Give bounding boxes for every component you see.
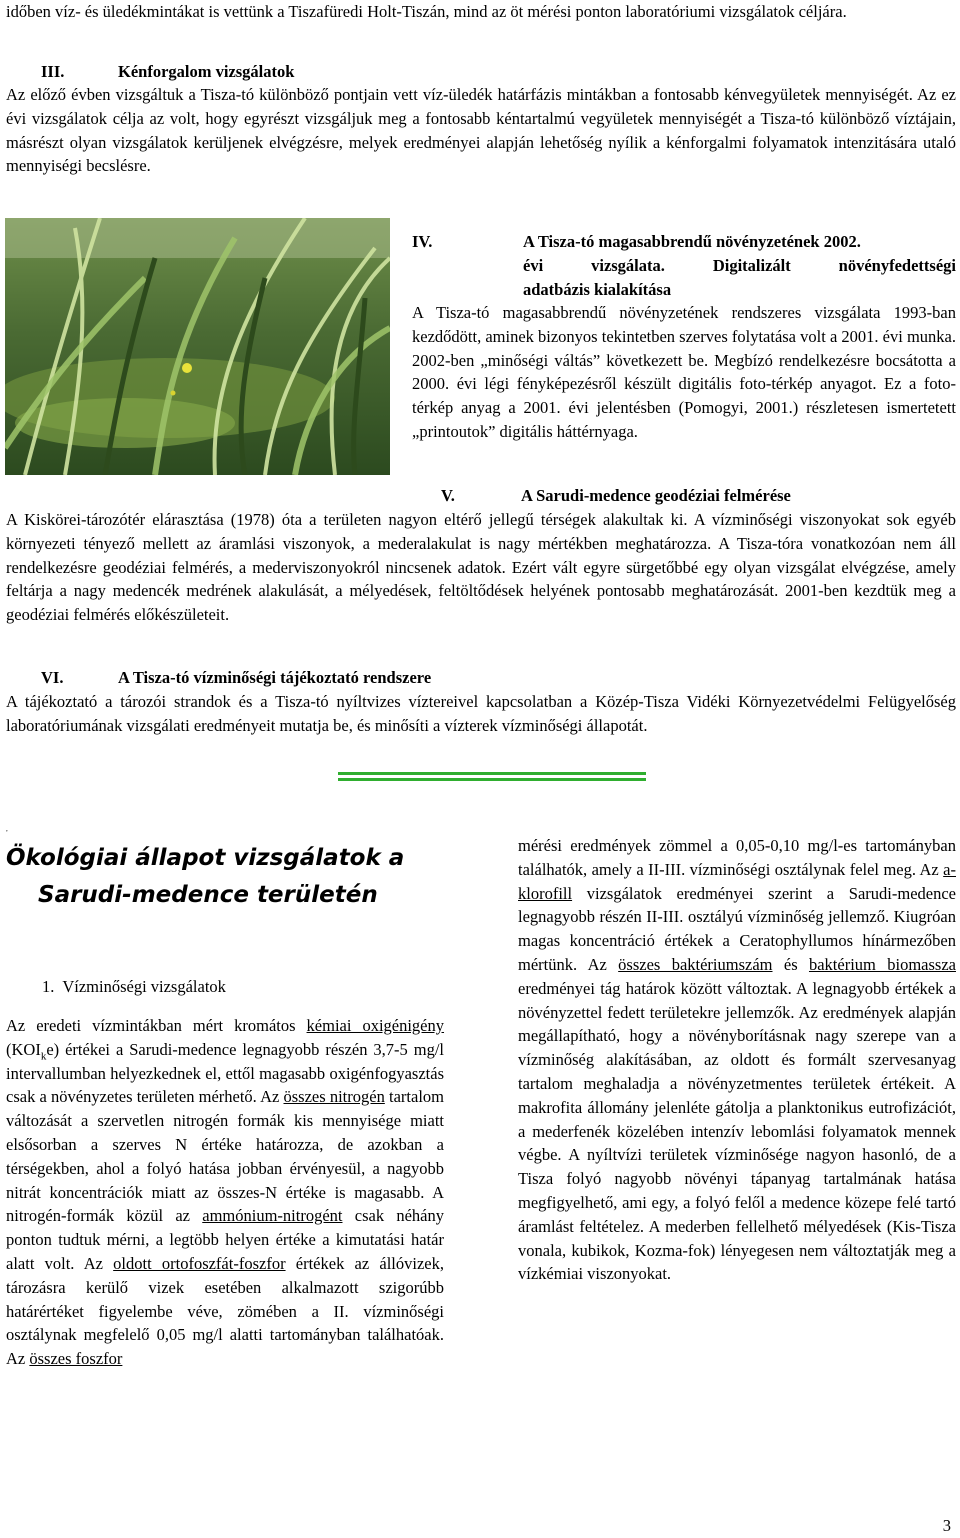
- intro-paragraph: időben víz- és üledékmintákat is vettünk a Tiszafüredi Holt-Tiszán, mind az öt mérési ponton laboratóriumi vizsgálatok céljára.: [6, 2, 847, 21]
- section-6-number: VI.: [41, 668, 64, 687]
- link-osszes-foszfor: összes foszfor: [29, 1349, 123, 1369]
- link-kemiai-oxigenigeny: kémiai oxigénigény: [306, 1016, 445, 1035]
- left-subscript: k: [40, 1050, 47, 1063]
- article-title: [6, 840, 404, 914]
- article-title-line2: Sarudi-medence területén: [38, 882, 378, 908]
- section-4-heading: [412, 230, 957, 299]
- water-quality-subheading: 1. Vízminőségi vizsgálatok: [42, 977, 226, 996]
- left-text-5: csak néhány ponton tudtuk mérni, a legtöbb helyen értéke a kimutatási határ alatt volt. Az: [6, 1206, 444, 1273]
- section-4-number: IV.: [412, 232, 433, 251]
- water-lily-flower-icon: [182, 363, 192, 373]
- left-text-3: e) értékei a Sarudi-medence legnagyobb részén 3,7-5 mg/l intervallumban helyezkednek el, ettől magasabb oxigénfogyasztás csak a növényzetes területen mérhető. Az: [6, 1039, 444, 1107]
- section-6-body: A tájékoztató a tározói strandok és a Tisza-tó nyíltvizes víztereivel kapcsolatban a Közép-Tisza Vidéki Környezetvédelmi Felügyelőség laboratóriumának vizsgálati eredményeit mutatja be, és minősíti a vízterek vízminőségi állapotát.: [6, 692, 956, 735]
- link-osszes-bakteriumszam: összes baktériumszám: [618, 954, 773, 974]
- tick-mark: ,: [6, 825, 8, 833]
- section-5-number: V.: [441, 486, 455, 505]
- left-text-2: (KOI: [6, 1039, 41, 1059]
- separator-rule-top: [338, 772, 646, 775]
- right-text-3: és: [772, 954, 809, 974]
- left-text-1: Az eredeti vízmintákban mért kromátos: [6, 1016, 307, 1035]
- section-3-heading: [41, 60, 295, 84]
- reed-photo: [5, 218, 390, 475]
- left-text-4: tartalom változását a szervetlen nitrogén formák kis mennyisége miatt elsősorban a szerves N értéke határozza, de azokban a térségekben, ahol a folyó hatása jobban érvényesül, a nagyobb nitrát koncentrációk miatt az összes-N értéke is magasabb. A nitrogén-formák közül az: [6, 1087, 444, 1226]
- right-column-text: [518, 834, 956, 1286]
- section-6-heading: [41, 666, 432, 690]
- separator-rule-bottom: [338, 778, 646, 781]
- link-osszes-nitrogen: összes nitrogén: [283, 1087, 385, 1107]
- link-ammonium-nitrogen: ammónium-nitrogént: [202, 1206, 343, 1226]
- section-4-body: A Tisza-tó magasabbrendű növényzetének rendszeres vizsgálata 1993-ban kezdődött, aminek bizonyos tekintetben szerves folytatása volt a 2001. évi munka. 2002-ben „minőségi váltás” következett be. Megbízó rendelkezésre bocsátotta a 2000. évi légi fényképezésről készült digitális foto-térkép anyagot. Ez a foto-térkép anyag a 2001. évi jelentésben (Pomogyi, 2001.) részletesen ismertetett „printoutok” digitális háttérnyaga.: [412, 303, 956, 441]
- page-number: 3: [942, 1516, 951, 1535]
- right-text-2: vizsgálatok eredményei szerint a Sarudi-medence legnagyobb részén II-III. osztályú vízminőség jellemző. Kiugróan magas koncentráció értékek a Ceratophyllumos hínármezőben mértünk. Az: [518, 883, 956, 974]
- link-a-klorofill: a-klorofill: [518, 859, 956, 903]
- link-oldott-ortofoszfat: oldott ortofoszfát-foszfor: [113, 1253, 286, 1273]
- section-3-title: Kénforgalom vizsgálatok: [118, 62, 295, 81]
- section-6-title: A Tisza-tó vízminőségi tájékoztató rendszere: [118, 668, 432, 687]
- left-text-6: értékek az állóvizek, tározásra kerülő vizek esetében alkalmazott szigorúbb határértéket figyelembe véve, zömében a II. vízminőségi osztálynak megfelelő 0,05 mg/l alatti tartományban találhatóak. Az: [6, 1253, 444, 1369]
- section-5-title: A Sarudi-medence geodéziai felmérése: [521, 486, 791, 505]
- section-3-number: III.: [41, 62, 65, 81]
- section-4-title-line2: évi vizsgálata. Digitalizált növényfedettségi: [523, 255, 956, 275]
- section-4-title-line3: adatbázis kialakítása: [523, 279, 672, 299]
- right-text-1: mérési eredmények zömmel a 0,05-0,10 mg/l-es tartományban találhatók, amely a II-III. vízminőségi osztálynak felel meg. Az: [518, 836, 956, 879]
- article-title-line1: Ökológiai állapot vizsgálatok a: [6, 845, 405, 871]
- section-4-title-line1: A Tisza-tó magasabbrendű növényzetének 2002.: [523, 232, 861, 251]
- section-3-body: Az előző évben vizsgáltuk a Tisza-tó különböző pontjain vett víz-üledék határfázis mintákban a fontosabb kénvegyületek mennyiségét. Az ez évi vizsgálatok célja az volt, hogy egyrészt vizsgáljuk meg a fontosabb kéntartalmú vegyületek mennyiségét a Tisza-tó különböző víztájain, másrészt olyan vizsgálatok kerüljenek elvégzésre, melyek eredményei alapján lehetőség nyílik a kénforgalmi folyamatok intenzitására utaló mennyiségi becslésre.: [6, 85, 956, 176]
- section-5-body: A Kiskörei-tározótér elárasztása (1978) óta a területen nagyon eltérő jellegű térségek alakultak ki. A vízminőségi viszonyokat sok egyéb környezeti tényező mellett az áramlási viszonyok, a mederalakulat is nagy mértékben meghatározza. A Tisza-tóra vonatkozóan nem áll rendelkezésre geodéziai felmérés, a mederviszonyokról nincsenek adatok. Ezért vált egyre sürgetőbbé egy olyan vizsgálat elvégzése, amely feltárja a nagy medencék medrének alakulását, a mélyedések, feltöltődések helyének pontosabb meghatározását. 2001-ben kezdtük meg a geodéziai felmérés előkészületeit.: [6, 510, 956, 625]
- link-bakterium-biomassza: baktérium biomassza: [808, 954, 956, 974]
- left-column-text: [6, 1014, 444, 1371]
- reed-photo-svg: [5, 218, 390, 475]
- section-5-heading: [441, 484, 791, 508]
- right-text-4: eredményei tág határok között változtak. A legnagyobb értékek a növényzettel fedett területekre jellemzők. Az eredmények alapján megállapítható, hogy a növényborításnak nagy szerepe van a vízminőség alakításában, az oldott és formált szervesanyag tartalom meghaladja a növényzetmentes területek értékeit. A makrofita állomány jelenléte gátolja a planktonikus eutrofizációt, a mederfenék közelében intenzív lebomlási folyamatok mennek végbe. A nyíltvízi területek vízminősége nagyon hasonló, de a Tisza folyó nagyobb növényi tápanyag tartalmának hatása megfigyelhető, ami egy, a folyó felől a medence közepe felé tartó áramlást feltételez. A mederben fellelhető mélyedések (Kis-Tisza vonala, kubikok, Kozma-fok) lényegesen nem változtatják meg a vízkémiai viszonyokat.: [518, 978, 956, 1284]
